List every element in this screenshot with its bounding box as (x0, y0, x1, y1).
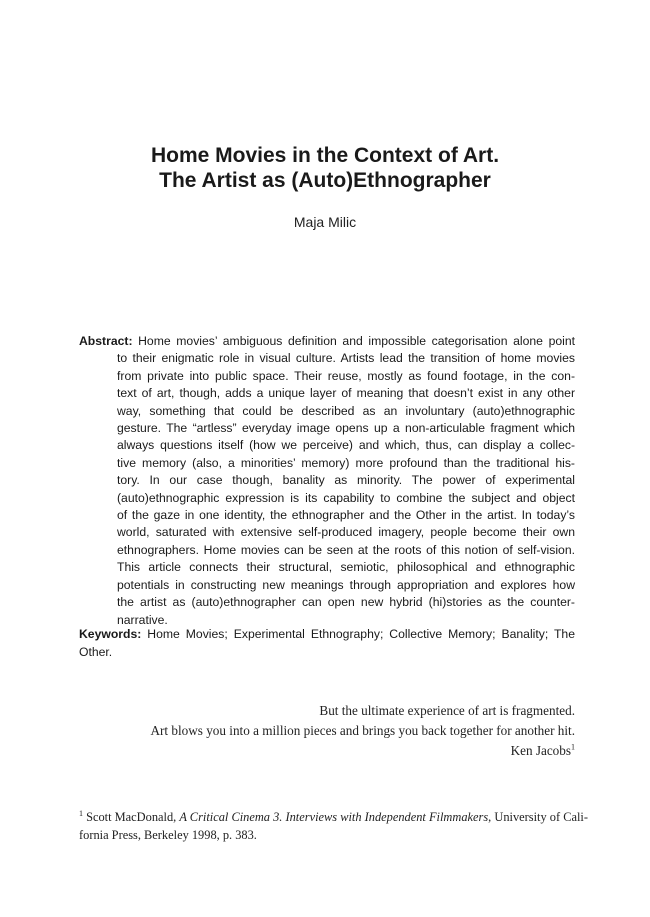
title-line-2: The Artist as (Auto)Ethnographer (159, 169, 491, 192)
footnote-book-title: A Critical Cinema 3. Interviews with Independent Filmmakers (179, 810, 489, 824)
footnote-line (79, 808, 588, 826)
footnote-line: fornia Press, Berkeley 1998, p. 383. (79, 828, 257, 842)
paper-title (0, 143, 650, 193)
abstract-line: text of art, though, adds a unique layer of meaning that doesn’t exist in any other (117, 386, 575, 401)
keywords-line: Other. (79, 645, 113, 659)
abstract-line: ethnographers. Home movies can be seen at the roots of this notion of self-vision. (117, 542, 575, 557)
abstract-line: from private into public space. Their reuse, mostly as found footage, in the con- (117, 368, 575, 383)
abstract-line: gesture. The “artless” everyday image opens up a non-articulable fragment which (117, 421, 575, 436)
abstract-line: of the gaze in one identity, the ethnographer and the Other in the artist. In today’s (117, 508, 575, 523)
keywords-line (79, 625, 575, 643)
title-line-1: Home Movies in the Context of Art. (150, 144, 500, 167)
epigraph-attribution (79, 741, 575, 761)
epigraph-line: Art blows you into a million pieces and brings you back together for another hit. (150, 723, 575, 738)
abstract-line-text: Home movies’ ambiguous definition and impossible categorisation alone point (132, 334, 575, 348)
footnote-prefix: Scott MacDonald, (83, 810, 180, 824)
abstract-line: This article connects their structural, semiotic, philosophical and ethnographic (117, 560, 575, 575)
abstract-line: (auto)ethnographic expression is its capability to combine the subject and object (117, 490, 575, 505)
abstract-line: tory. In our case though, banality as minority. The power of experimental (117, 473, 575, 488)
epigraph (79, 701, 575, 761)
epigraph-author: Ken Jacobs (510, 743, 571, 758)
abstract (79, 333, 575, 629)
abstract-label: Abstract: (79, 334, 133, 348)
author-name: Maja Milic (293, 214, 357, 230)
footnote (79, 808, 588, 844)
abstract-line: way, something that could be described as an involuntary (auto)ethnographic (117, 403, 575, 418)
abstract-line: the artist as (auto)ethnographer can open new hybrid (hi)stories as the counter- (117, 595, 575, 610)
abstract-line: world, saturated with extensive self-produced imagery, people become their own (117, 525, 575, 540)
keywords (79, 625, 575, 661)
footnote-suffix: , University of Cali- (488, 810, 588, 824)
abstract-line: tive memory (also, a minorities’ memory) more profound than the traditional his- (117, 455, 575, 470)
abstract-line (79, 333, 575, 350)
abstract-line: always questions itself (how we perceive) and which, thus, can display a collec- (117, 438, 575, 453)
abstract-line: to their enigmatic role in visual culture. Artists lead the transition of home movies (117, 351, 575, 366)
keywords-label: Keywords: (79, 627, 142, 641)
epigraph-line: But the ultimate experience of art is fragmented. (319, 703, 575, 718)
abstract-line: narrative. (117, 612, 168, 627)
footnote-mark: 1 (79, 808, 83, 818)
keywords-text: Home Movies; Experimental Ethnography; Collective Memory; Banality; The (141, 627, 575, 641)
abstract-line: potentials in constructing new meanings through appropriation and explores how (117, 577, 575, 592)
footnote-reference[interactable]: 1 (571, 742, 575, 752)
